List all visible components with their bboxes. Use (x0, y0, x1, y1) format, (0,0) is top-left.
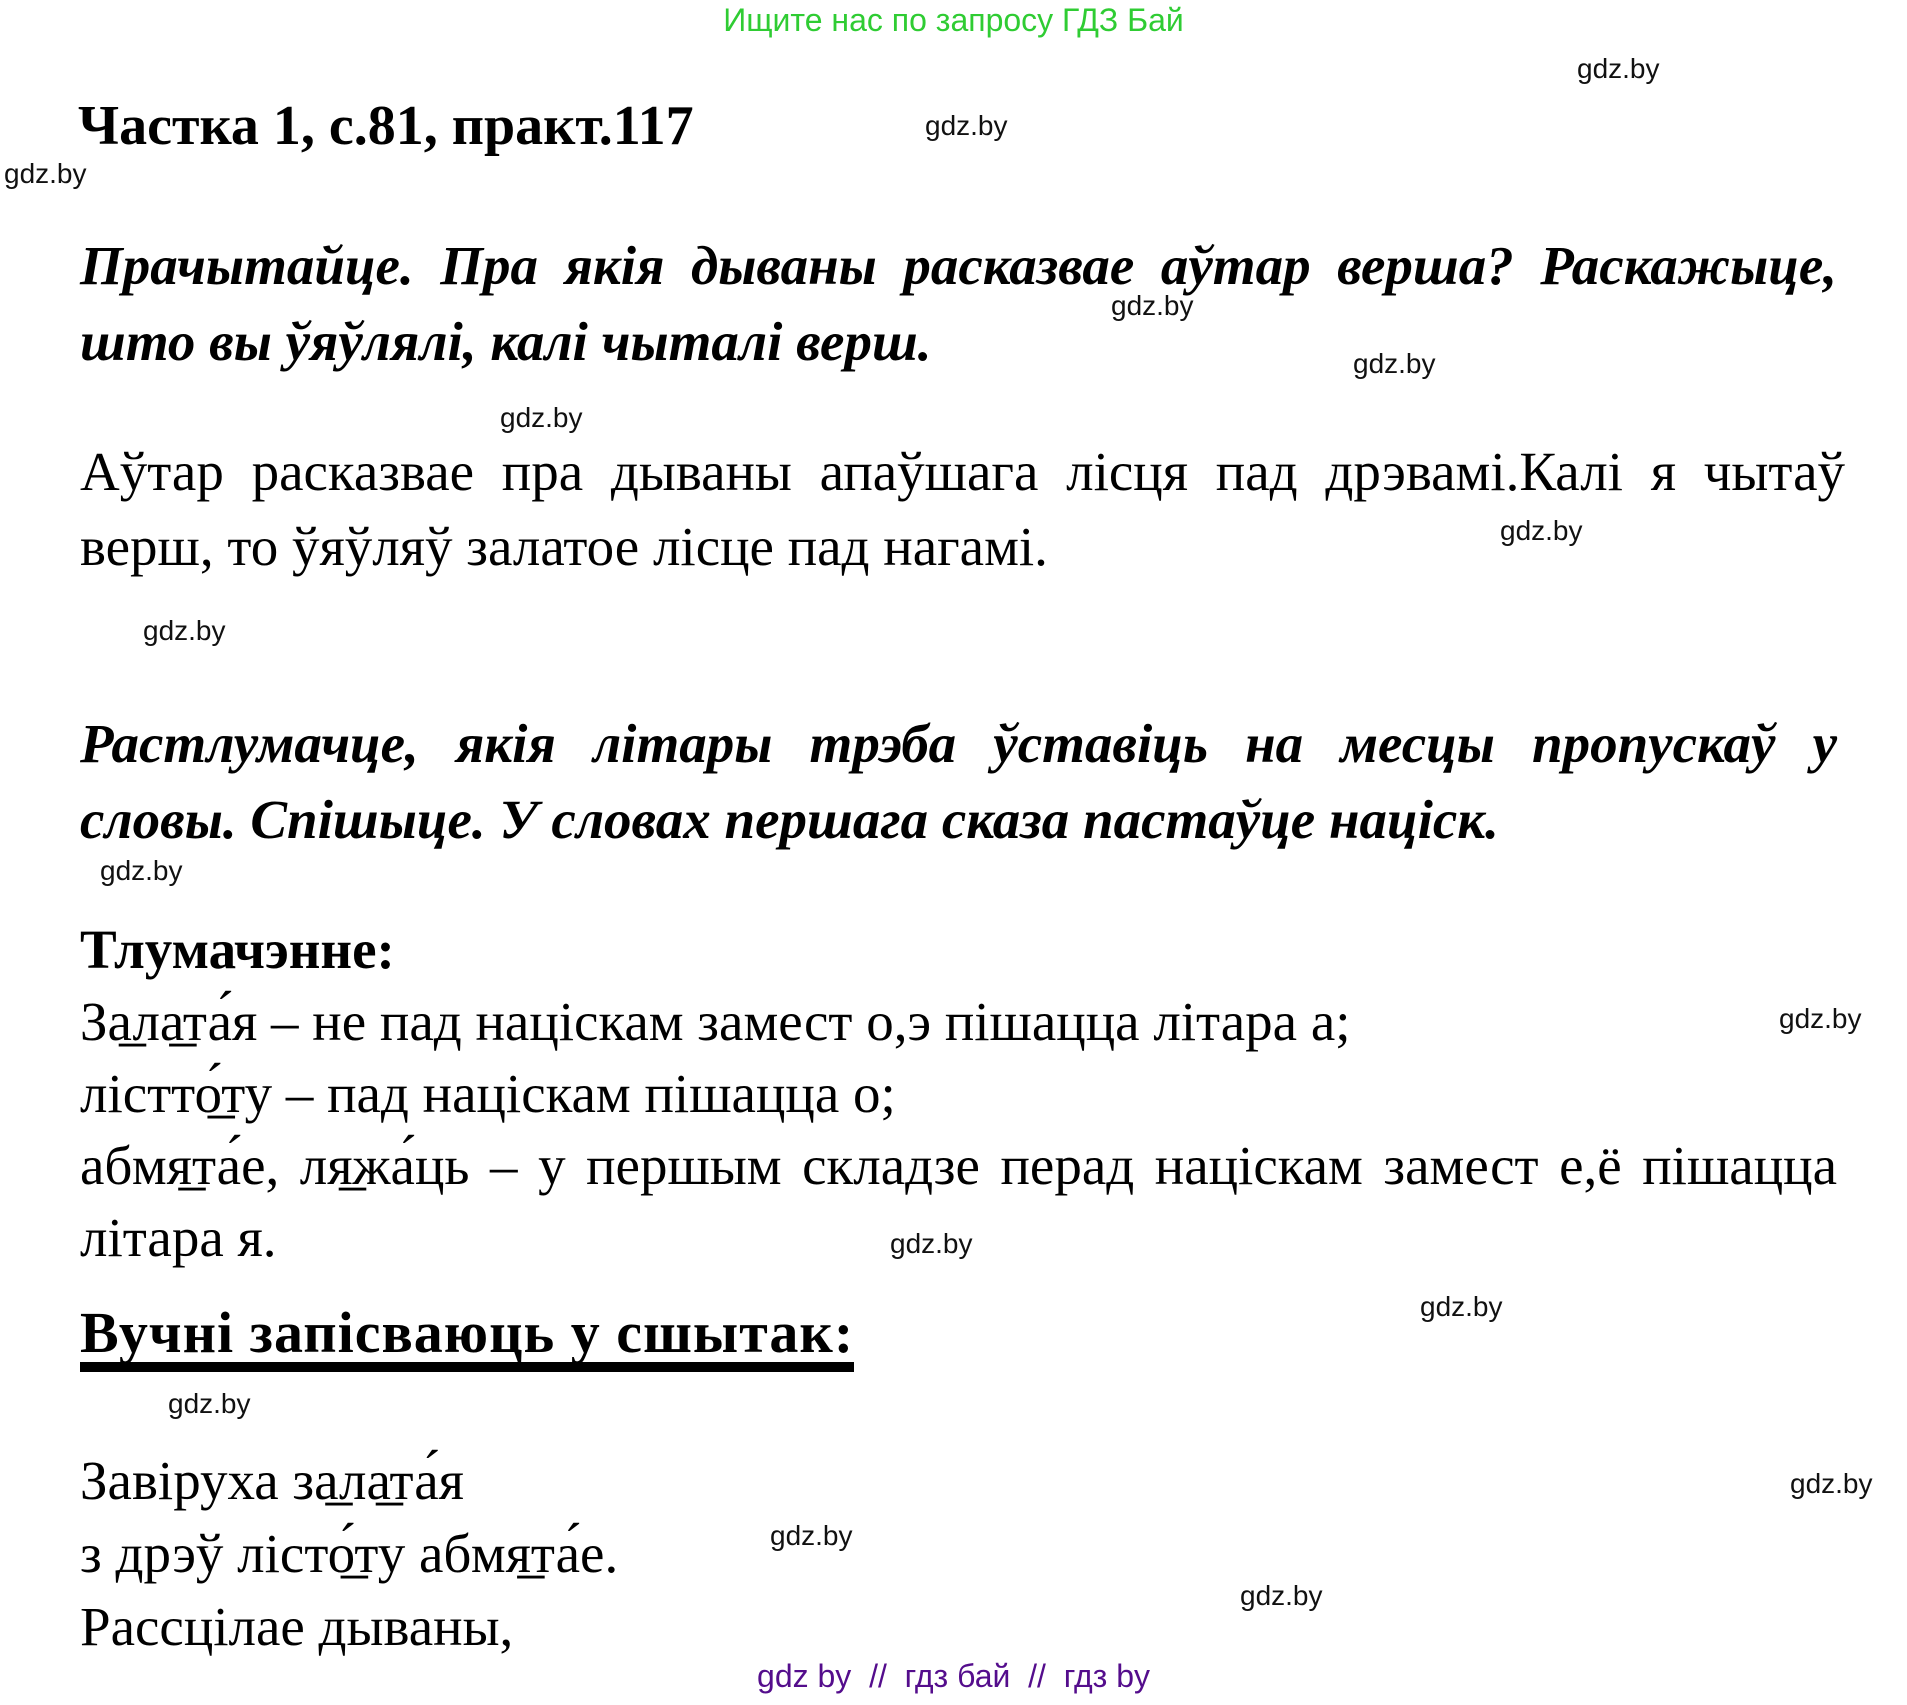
explanation-section (80, 914, 1837, 1274)
notebook-heading: Вучні запісваюць у сшытак: (80, 1305, 854, 1372)
watermark-gdz-by: gdz.by (1779, 1003, 1862, 1034)
watermark-gdz-by: gdz.by (168, 1388, 251, 1419)
watermark-gdz-by: gdz.by (4, 158, 87, 189)
watermark-gdz-by: gdz.by (143, 615, 226, 646)
answer-line: верш, то ўяўляў залатое лісце пад нагамі. (80, 516, 1048, 577)
explanation-line: лістто̲́ту – пад націскам пішацца о; (80, 1063, 896, 1124)
watermark-gdz-by: gdz.by (1420, 1291, 1503, 1322)
watermark-gdz-by: gdz.by (1353, 348, 1436, 379)
watermark-gdz-by: gdz.by (770, 1520, 853, 1551)
watermark-gdz-by: gdz.by (925, 110, 1008, 141)
poem-line: з дрэў лісто̲́ту абмя̲та́е. (80, 1523, 619, 1584)
explanation-line: абмя̲та́е, ля̲жа́ць – у першым складзе перад націскам замест е,ё пішацца (80, 1135, 1837, 1196)
explanation-line: За̲ла̲та́я – не пад націскам замест о,э пішацца літара а; (80, 991, 1351, 1052)
answer-paragraph (80, 434, 1845, 584)
watermark-gdz-by: gdz.by (1240, 1580, 1323, 1611)
watermark-gdz-by: gdz.by (500, 402, 583, 433)
prompt-line: Прачытайце. Пра якія дываны расказвае аўтар верша? Раскажыце, (80, 235, 1837, 296)
prompt-line: словы. Спішыце. У словах першага сказа пастаўце націск. (80, 789, 1499, 850)
answer-line: Аўтар расказвае пра дываны апаўшага лісця пад дрэвамі.Калі я чытаў (80, 441, 1845, 502)
watermark-gdz-by: gdz.by (1111, 290, 1194, 321)
promo-banner: Ищите нас по запросу ГДЗ Бай (723, 2, 1184, 38)
poem-line: Завіруха за̲ла̲та́я (80, 1450, 464, 1511)
footer-links: gdz by // гдз бай // гдз by (757, 1658, 1150, 1694)
watermark-gdz-by: gdz.by (100, 855, 183, 886)
task1-prompt (80, 228, 1837, 380)
watermark-gdz-by: gdz.by (1790, 1468, 1873, 1499)
task2-prompt (80, 706, 1837, 858)
explanation-title: Тлумачэнне: (80, 919, 395, 980)
explanation-line: літара я. (80, 1207, 277, 1268)
watermark-gdz-by: gdz.by (890, 1228, 973, 1259)
watermark-gdz-by: gdz.by (1577, 53, 1660, 84)
watermark-gdz-by: gdz.by (1500, 515, 1583, 546)
exercise-heading: Частка 1, с.81, практ.117 (78, 95, 694, 157)
prompt-line: Растлумачце, якія літары трэба ўставіць на месцы пропускаў у (80, 713, 1837, 774)
poem-line: Рассцілае дываны, (80, 1596, 514, 1657)
poem-block (80, 1444, 1845, 1663)
prompt-line: што вы ўяўлялі, калі чыталі верш. (80, 311, 932, 372)
